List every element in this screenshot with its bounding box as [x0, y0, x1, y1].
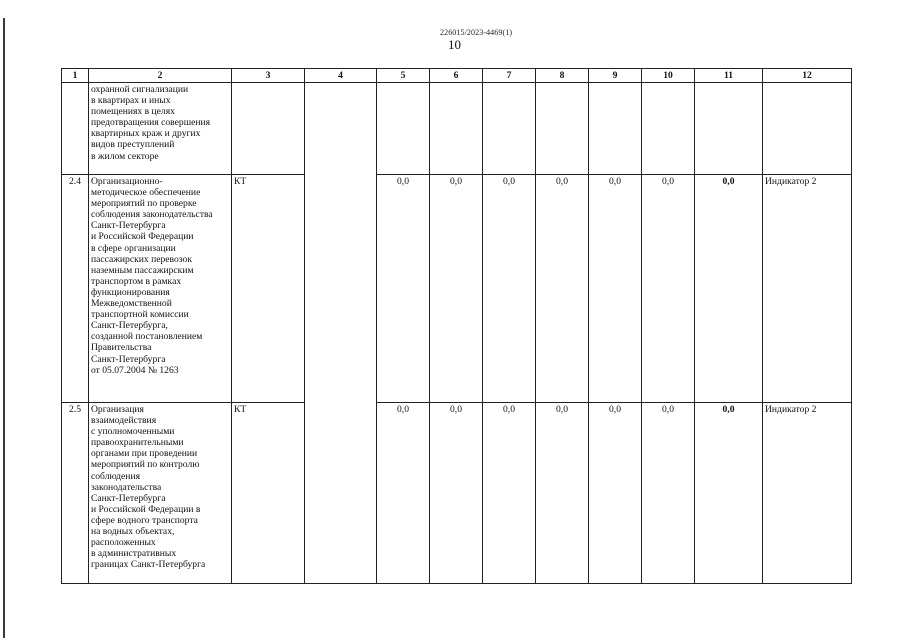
value-cell — [483, 83, 536, 175]
measure-name-line: Санкт-Петербурга — [91, 220, 166, 232]
value-cell — [536, 83, 589, 175]
measure-name-line: охранной сигнализации — [91, 84, 189, 95]
value-cell — [430, 83, 483, 175]
measure-name-line: в квартирах и иных — [91, 95, 171, 107]
measure-name-line: транспортной комиссии — [91, 309, 189, 321]
value-cell: 0,0 — [536, 175, 589, 403]
measure-name-line: Межведомственной — [91, 298, 172, 310]
total-cell: 0,0 — [695, 175, 763, 403]
row-number-cell — [62, 83, 89, 175]
row-number-cell: 2.5 — [62, 403, 89, 584]
measure-name-line: и Российской Федерации — [91, 231, 194, 243]
value-cell: 0,0 — [377, 403, 430, 584]
document-number: 226015/2023-4469(1) — [440, 28, 513, 37]
column-header: 8 — [536, 69, 589, 83]
column-4-merged-cell — [305, 83, 377, 584]
value-cell — [642, 83, 695, 175]
measure-name-line: правоохранительными — [91, 437, 184, 449]
total-cell: 0,0 — [695, 403, 763, 584]
measure-name-line: методическое обеспечение — [91, 187, 201, 199]
column-header: 10 — [642, 69, 695, 83]
value-cell: 0,0 — [642, 403, 695, 584]
column-header: 6 — [430, 69, 483, 83]
column-header: 12 — [763, 69, 852, 83]
column-header: 3 — [232, 69, 305, 83]
column-header: 11 — [695, 69, 763, 83]
column-header: 1 — [62, 69, 89, 83]
measure-name-line: взаимодействия — [91, 415, 157, 427]
value-cell: 0,0 — [483, 175, 536, 403]
code-cell: КТ — [232, 175, 305, 403]
measure-name-cell — [89, 83, 232, 175]
measure-name-line: на водных объектах, — [91, 526, 175, 538]
column-header: 7 — [483, 69, 536, 83]
value-cell: 0,0 — [589, 403, 642, 584]
measure-name-line: предотвращения совершения — [91, 117, 211, 129]
value-cell: 0,0 — [483, 403, 536, 584]
measure-name-line: с уполномоченными — [91, 426, 175, 438]
measure-name-cell — [89, 403, 232, 584]
scan-left-edge — [3, 18, 5, 638]
code-cell — [232, 83, 305, 175]
measure-name-line: в жилом секторе — [91, 150, 159, 162]
value-cell: 0,0 — [642, 175, 695, 403]
header-row — [62, 69, 852, 83]
measure-name-line: Организация — [91, 404, 144, 415]
measure-name-line: границах Санкт-Петербурга — [91, 559, 206, 571]
column-header: 2 — [89, 69, 232, 83]
value-cell: 0,0 — [430, 403, 483, 584]
indicator-cell — [763, 83, 852, 175]
program-table — [61, 68, 852, 584]
measure-name-cell — [89, 175, 232, 403]
indicator-cell: Индикатор 2 — [763, 403, 852, 584]
total-cell — [695, 83, 763, 175]
measure-name-line: соблюдения — [91, 470, 140, 482]
measure-name-line: в сфере организации — [91, 242, 176, 254]
value-cell: 0,0 — [589, 175, 642, 403]
measure-name-line: пассажирских перевозок — [91, 253, 192, 265]
measure-name-line: функционирования — [91, 286, 170, 298]
measure-name-line: в административных — [91, 548, 177, 560]
measure-name-line: соблюдения законодательства — [91, 209, 213, 221]
measure-name-line: наземным пассажирским — [91, 264, 194, 276]
measure-name-line: Санкт-Петербурга — [91, 492, 166, 504]
measure-name-line: квартирных краж и других — [91, 128, 201, 140]
measure-name-line: транспортом в рамках — [91, 275, 182, 287]
value-cell: 0,0 — [536, 403, 589, 584]
measure-name-line: мероприятий по проверке — [91, 198, 197, 210]
measure-name-line: расположенных — [91, 537, 156, 549]
value-cell: 0,0 — [430, 175, 483, 403]
measure-name-line: Правительства — [91, 342, 152, 354]
measure-name-line: органами при проведении — [91, 448, 198, 460]
measure-name-line: помещениях в целях — [91, 106, 175, 118]
indicator-cell: Индикатор 2 — [763, 175, 852, 403]
measure-name-line: и Российской Федерации в — [91, 503, 201, 515]
measure-name-line: Организационно- — [91, 176, 163, 187]
measure-name-line: видов преступлений — [91, 139, 175, 151]
page-number: 10 — [448, 37, 461, 52]
code-cell: КТ — [232, 403, 305, 584]
measure-name-line: мероприятий по контролю — [91, 459, 200, 471]
measure-name-line: созданной постановлением — [91, 331, 203, 343]
column-header: 9 — [589, 69, 642, 83]
row-number-cell: 2.4 — [62, 175, 89, 403]
measure-name-line: от 05.07.2004 № 1263 — [91, 364, 179, 376]
table-row — [62, 403, 852, 584]
measure-name-line: Санкт-Петербурга, — [91, 320, 168, 332]
table-row — [62, 175, 852, 403]
value-cell: 0,0 — [377, 175, 430, 403]
measure-name-line: законодательства — [91, 481, 162, 493]
measure-name-line: сфере водного транспорта — [91, 514, 198, 526]
column-header: 4 — [305, 69, 377, 83]
table-row — [62, 83, 852, 175]
value-cell — [589, 83, 642, 175]
value-cell — [377, 83, 430, 175]
measure-name-line: Санкт-Петербурга — [91, 353, 166, 365]
column-header: 5 — [377, 69, 430, 83]
